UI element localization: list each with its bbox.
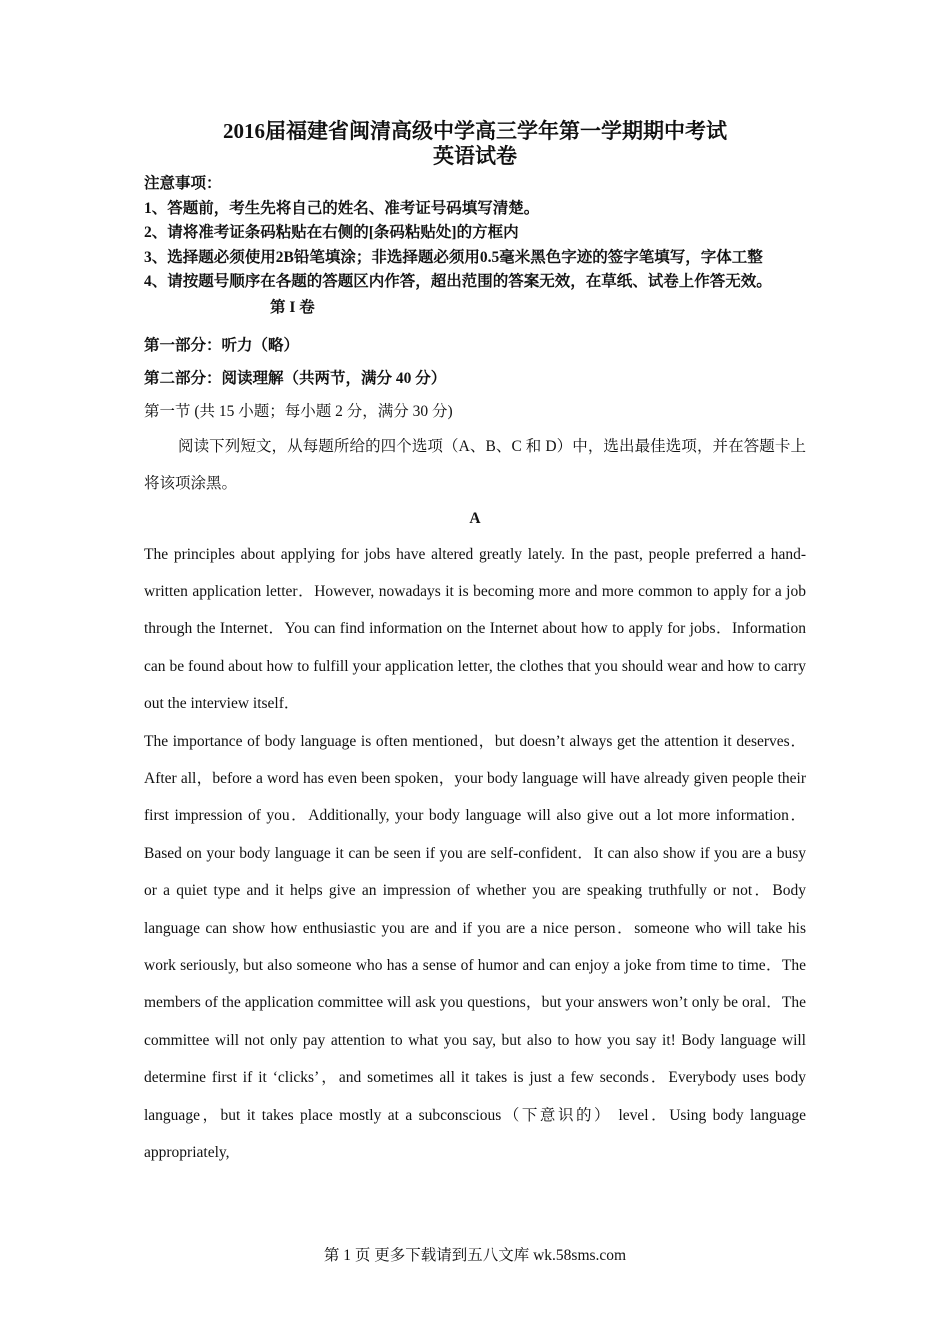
notice-item-4: 4、请按题号顺序在各题的答题区内作答，超出范围的答案无效，在草纸、试卷上作答无效。 (144, 273, 772, 290)
page-footer: 第 1 页 更多下载请到五八文库 wk.58sms.com (323, 1247, 627, 1264)
section1-heading: 第一节 (共 15 小题；每小题 2 分，满分 30 分) (144, 402, 453, 420)
document-page (144, 118, 806, 1171)
passage-label: A (469, 509, 481, 527)
notice-section (144, 172, 806, 295)
part2-heading: 第二部分：阅读理解（共两节，满分 40 分） (144, 369, 447, 387)
passage-paragraph-1: The principles about applying for jobs have altered greatly lately. In the past, people preferred a hand-written application letter．However, nowadays it is becoming more and more common to apply for a job through the Internet．You can find information on the Internet about how to apply for jobs．Information can be found about how to fulfill your application letter, the clothes that you should wear and how to carry out the interview itself． (144, 545, 806, 713)
part1-heading: 第一部分：听力（略） (144, 336, 300, 354)
exam-subtitle: 英语试卷 (433, 144, 517, 168)
notice-item-3: 3、选择题必须使用2B铅笔填涂；非选择题必须用0.5毫米黑色字迹的签字笔填写，字体工整 (144, 248, 763, 266)
reading-instruction: 阅读下列短文，从每题所给的四个选项（A、B、C 和 D）中，选出最佳选项，并在答题卡上将该项涂黑。 (144, 437, 806, 492)
notice-item-2: 2、请将准考证条码粘贴在右侧的[条码粘贴处]的方框内 (144, 224, 519, 241)
passage-paragraph-2: The importance of body language is often mentioned，but doesn’t always get the attention it deserves．After all，before a word has even been spoken，your body language will have already given people their first impression of you．Additionally, your body language will also give out a lot more information．Based on your body language it can be seen if you are self-confident．It can also show if you are a busy or a quiet type and it helps give an impression of whether you are speaking truthfully or not．Body language can show how enthusiastic you are and if you are a nice person．someone who will take his work seriously, but also someone who has a sense of humor and can enjoy a joke from time to time．The members of the application committee will ask you questions，but your answers won’t only be oral．The committee will not only pay attention to what you say, but also to how you say it! Body language will determine first if it ‘clicks’，and sometimes all it takes is just a few seconds．Everybody uses body language，but it takes place mostly at a subconscious（下意识的） level．Using body language appropriately, (144, 732, 806, 1161)
volume-heading: 第 I 卷 (270, 298, 315, 316)
exam-title: 2016届福建省闽清高级中学高三学年第一学期期中考试 (223, 119, 727, 143)
notice-heading: 注意事项： (144, 175, 222, 192)
notice-item-1: 1、答题前，考生先将自己的姓名、准考证号码填写清楚。 (144, 199, 540, 217)
